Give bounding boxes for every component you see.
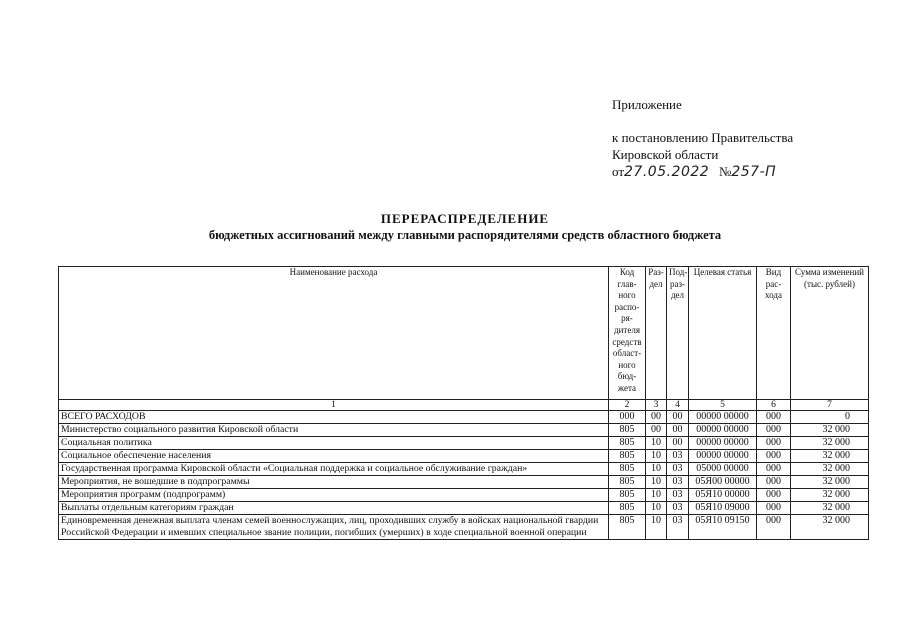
row-subsection-cell: 00 bbox=[667, 424, 689, 437]
header-name: Наименование расхода bbox=[59, 267, 609, 400]
row-amount-cell: 32 000 bbox=[791, 489, 869, 502]
table-row bbox=[59, 450, 869, 463]
row-section-cell: 10 bbox=[646, 437, 667, 450]
number-prefix: № bbox=[718, 164, 732, 179]
row-name-cell: Выплаты отдельным категориям граждан bbox=[59, 502, 609, 515]
column-number: 5 bbox=[689, 400, 757, 411]
column-number: 2 bbox=[609, 400, 646, 411]
column-number: 1 bbox=[59, 400, 609, 411]
table-row bbox=[59, 424, 869, 437]
table-row bbox=[59, 489, 869, 502]
row-target-cell: 05Я10 09000 bbox=[689, 502, 757, 515]
header-code: Код глав-ного распо-ря-дителя средств област-ного бюд-жета bbox=[609, 267, 646, 400]
row-code-cell: 805 bbox=[609, 450, 646, 463]
header-section: Раз-дел bbox=[646, 267, 667, 400]
row-type-cell: 000 bbox=[757, 424, 791, 437]
row-name-cell: Мероприятия программ (подпрограмм) bbox=[59, 489, 609, 502]
row-type-cell: 000 bbox=[757, 437, 791, 450]
row-subsection-cell: 00 bbox=[667, 411, 689, 424]
row-target-cell: 05Я10 09150 bbox=[689, 515, 757, 540]
row-type-cell: 000 bbox=[757, 411, 791, 424]
row-target-cell: 00000 00000 bbox=[689, 450, 757, 463]
row-name-cell: Государственная программа Кировской области «Социальная поддержка и социальное обслуживание граждан» bbox=[59, 463, 609, 476]
appendix-line-2: Кировской области bbox=[612, 147, 719, 162]
appendix-date-line bbox=[612, 163, 892, 181]
row-code-cell: 000 bbox=[609, 411, 646, 424]
title-main: ПЕРЕРАСПРЕДЕЛЕНИЕ bbox=[380, 211, 550, 226]
row-name-cell: Социальная политика bbox=[59, 437, 609, 450]
handwritten-date: 27.05.2022 bbox=[624, 164, 710, 180]
row-section-cell: 10 bbox=[646, 476, 667, 489]
row-type-cell: 000 bbox=[757, 515, 791, 540]
table-row bbox=[59, 502, 869, 515]
row-name-cell: Мероприятия, не вошедшие в подпрограммы bbox=[59, 476, 609, 489]
row-section-cell: 00 bbox=[646, 424, 667, 437]
redistribution-table bbox=[58, 266, 869, 540]
title-subtitle: бюджетных ассигнований между главными распорядителями средств областного бюджета bbox=[208, 228, 722, 242]
header-target: Целевая статья bbox=[689, 267, 757, 400]
row-code-cell: 805 bbox=[609, 515, 646, 540]
header-type: Вид рас-хода bbox=[757, 267, 791, 400]
row-type-cell: 000 bbox=[757, 502, 791, 515]
row-subsection-cell: 03 bbox=[667, 515, 689, 540]
row-subsection-cell: 00 bbox=[667, 437, 689, 450]
row-code-cell: 805 bbox=[609, 424, 646, 437]
row-type-cell: 000 bbox=[757, 476, 791, 489]
row-name-cell: Министерство социального развития Кировской области bbox=[59, 424, 609, 437]
row-amount-cell: 0 bbox=[791, 411, 869, 424]
row-name-cell: Социальное обеспечение населения bbox=[59, 450, 609, 463]
row-code-cell: 805 bbox=[609, 463, 646, 476]
row-target-cell: 05000 00000 bbox=[689, 463, 757, 476]
row-code-cell: 805 bbox=[609, 502, 646, 515]
row-section-cell: 00 bbox=[646, 411, 667, 424]
row-target-cell: 00000 00000 bbox=[689, 424, 757, 437]
row-code-cell: 805 bbox=[609, 476, 646, 489]
row-amount-cell: 32 000 bbox=[791, 450, 869, 463]
row-type-cell: 000 bbox=[757, 450, 791, 463]
row-section-cell: 10 bbox=[646, 502, 667, 515]
row-section-cell: 10 bbox=[646, 515, 667, 540]
table-row bbox=[59, 476, 869, 489]
row-amount-cell: 32 000 bbox=[791, 502, 869, 515]
row-subsection-cell: 03 bbox=[667, 476, 689, 489]
row-type-cell: 000 bbox=[757, 489, 791, 502]
row-name-cell: ВСЕГО РАСХОДОВ bbox=[59, 411, 609, 424]
column-number: 6 bbox=[757, 400, 791, 411]
column-number-row bbox=[59, 400, 869, 411]
table-row bbox=[59, 515, 869, 540]
table-row bbox=[59, 411, 869, 424]
appendix-block bbox=[612, 96, 892, 181]
header-row bbox=[59, 267, 869, 400]
handwritten-number: 257-П bbox=[731, 164, 777, 180]
row-section-cell: 10 bbox=[646, 463, 667, 476]
row-code-cell: 805 bbox=[609, 489, 646, 502]
row-subsection-cell: 03 bbox=[667, 450, 689, 463]
row-section-cell: 10 bbox=[646, 450, 667, 463]
column-number: 7 bbox=[791, 400, 869, 411]
row-subsection-cell: 03 bbox=[667, 489, 689, 502]
row-subsection-cell: 03 bbox=[667, 463, 689, 476]
appendix-line-1: к постановлению Правительства bbox=[612, 130, 794, 145]
row-subsection-cell: 03 bbox=[667, 502, 689, 515]
row-amount-cell: 32 000 bbox=[791, 515, 869, 540]
column-number: 4 bbox=[667, 400, 689, 411]
date-prefix: от bbox=[612, 164, 625, 179]
row-target-cell: 05Я10 00000 bbox=[689, 489, 757, 502]
row-code-cell: 805 bbox=[609, 437, 646, 450]
document-title bbox=[120, 210, 810, 244]
table-body bbox=[59, 411, 869, 540]
row-type-cell: 000 bbox=[757, 463, 791, 476]
row-amount-cell: 32 000 bbox=[791, 424, 869, 437]
row-amount-cell: 32 000 bbox=[791, 463, 869, 476]
row-target-cell: 00000 00000 bbox=[689, 411, 757, 424]
table-row bbox=[59, 463, 869, 476]
row-target-cell: 00000 00000 bbox=[689, 437, 757, 450]
row-amount-cell: 32 000 bbox=[791, 437, 869, 450]
row-amount-cell: 32 000 bbox=[791, 476, 869, 489]
column-number: 3 bbox=[646, 400, 667, 411]
table-row bbox=[59, 437, 869, 450]
appendix-label: Приложение bbox=[612, 97, 682, 112]
row-target-cell: 05Я00 00000 bbox=[689, 476, 757, 489]
header-amount: Сумма изменений (тыс. рублей) bbox=[791, 267, 869, 400]
header-subsection: Под-раз-дел bbox=[667, 267, 689, 400]
row-section-cell: 10 bbox=[646, 489, 667, 502]
row-name-cell: Единовременная денежная выплата членам семей военнослужащих, лиц, проходивших службу в войсках национальной гвардии Российской Федерации и имевших специальное звание полиции, погибших (умерших) в ходе специальной военной операции bbox=[59, 515, 609, 540]
